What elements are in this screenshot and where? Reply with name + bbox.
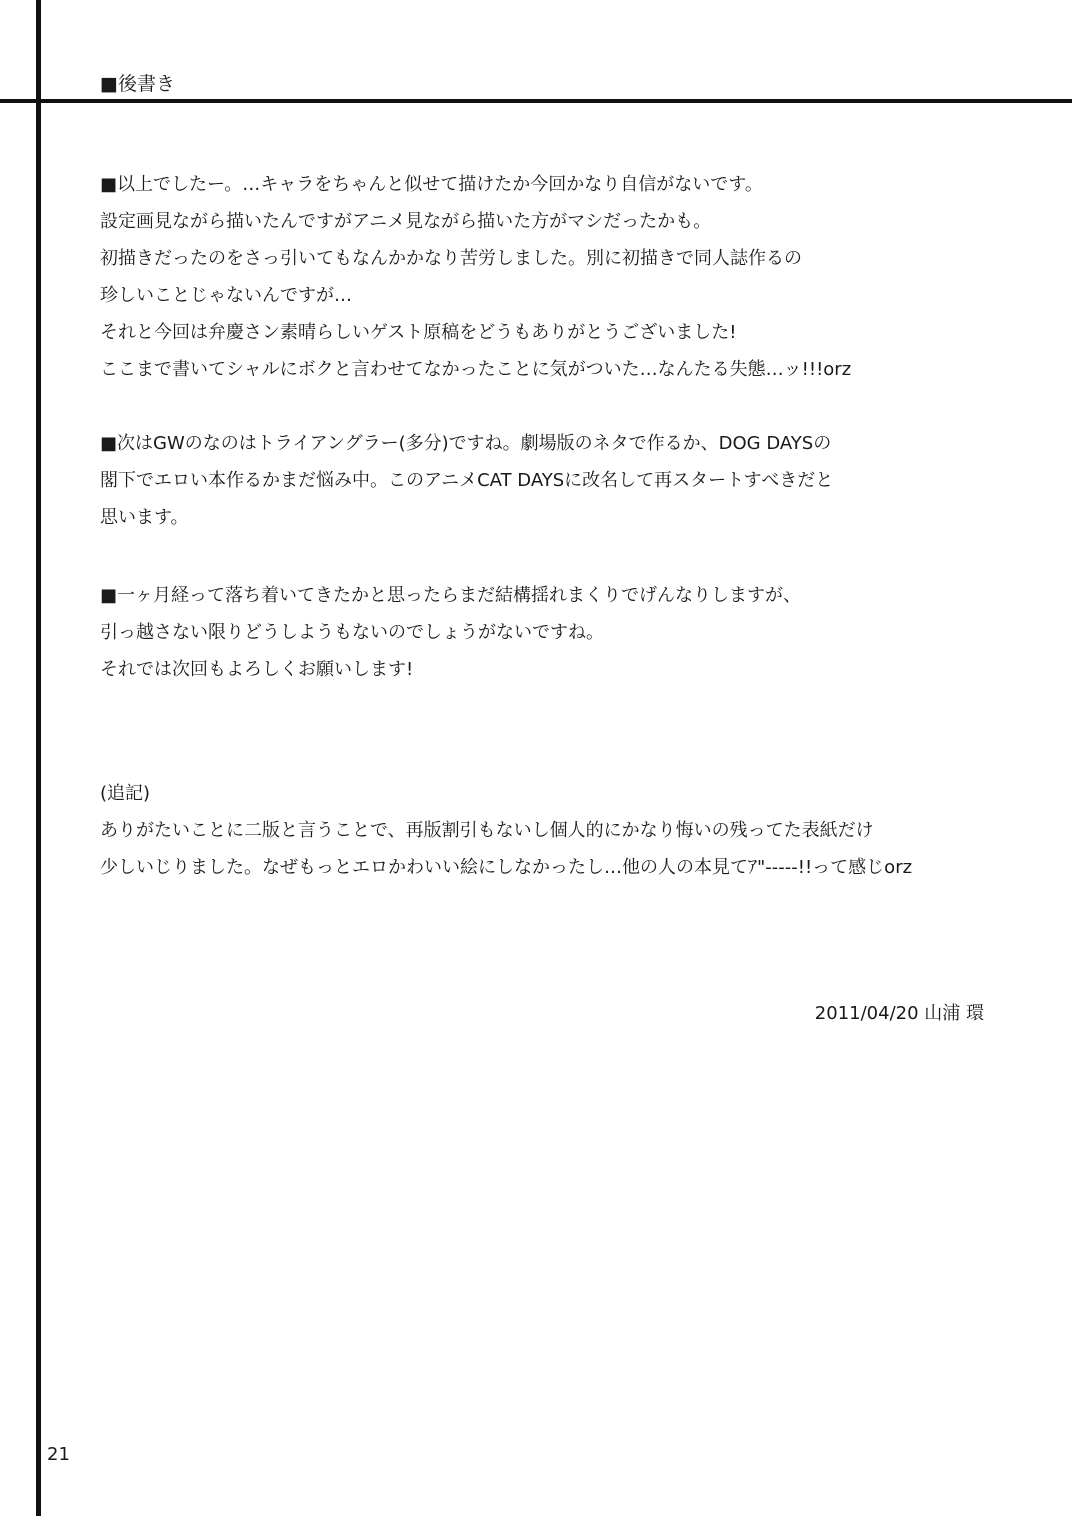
page-number: 21 [47, 1444, 70, 1465]
paragraph-postscript [100, 775, 912, 886]
paragraph-3 [100, 577, 801, 688]
text-line: ありがたいことに二版と言うことで、再版割引もないし個人的にかなり悔いの残ってた表紙だけ [100, 820, 874, 841]
text-line: 閣下でエロい本作るかまだ悩み中。このアニメCAT DAYSに改名して再スタートすべきだと [100, 470, 834, 491]
paragraph-1 [100, 166, 851, 388]
text-line: 少しいじりました。なぜもっとエロかわいい絵にしなかったし…他の人の本見てｱ"-----!!って感じorz [100, 857, 913, 878]
text-line: 初描きだったのをさっ引いてもなんかかなり苦労しました。別に初描きで同人誌作るの [100, 248, 802, 269]
text-line: 設定画見ながら描いたんですがアニメ見ながら描いた方がマシだったかも。 [100, 211, 712, 232]
text-line: ■次はGWのなのはトライアングラー(多分)ですね。劇場版のネタで作るか、DOG DAYSの [100, 433, 832, 454]
date-signature: 2011/04/20 山浦 環 [814, 1003, 984, 1024]
paragraph-2 [100, 425, 833, 536]
text-line: ■以上でしたー。…キャラをちゃんと似せて描けたか今回かなり自信がないです。 [100, 174, 763, 195]
header-rule-horizontal [0, 99, 1072, 103]
text-line: それと今回は弁慶さン素晴らしいゲスト原稿をどうもありがとうございました! [100, 322, 737, 343]
text-line: 引っ越さない限りどうしようもないのでしょうがないですね。 [100, 622, 604, 643]
postscript-label: (追記) [100, 783, 151, 804]
text-line: ここまで書いてシャルにボクと言わせてなかったことに気がついた…なんたる失態…ッ!!!orz [100, 359, 852, 380]
page-title: ■後書き [100, 73, 175, 95]
text-line: 珍しいことじゃないんですが… [100, 285, 352, 306]
text-line: それでは次回もよろしくお願いします! [100, 659, 414, 680]
text-line: ■一ヶ月経って落ち着いてきたかと思ったらまだ結構揺れまくりでげんなりしますが、 [100, 585, 802, 606]
text-line: 思います。 [100, 507, 189, 528]
binding-rule-vertical [36, 0, 41, 1516]
